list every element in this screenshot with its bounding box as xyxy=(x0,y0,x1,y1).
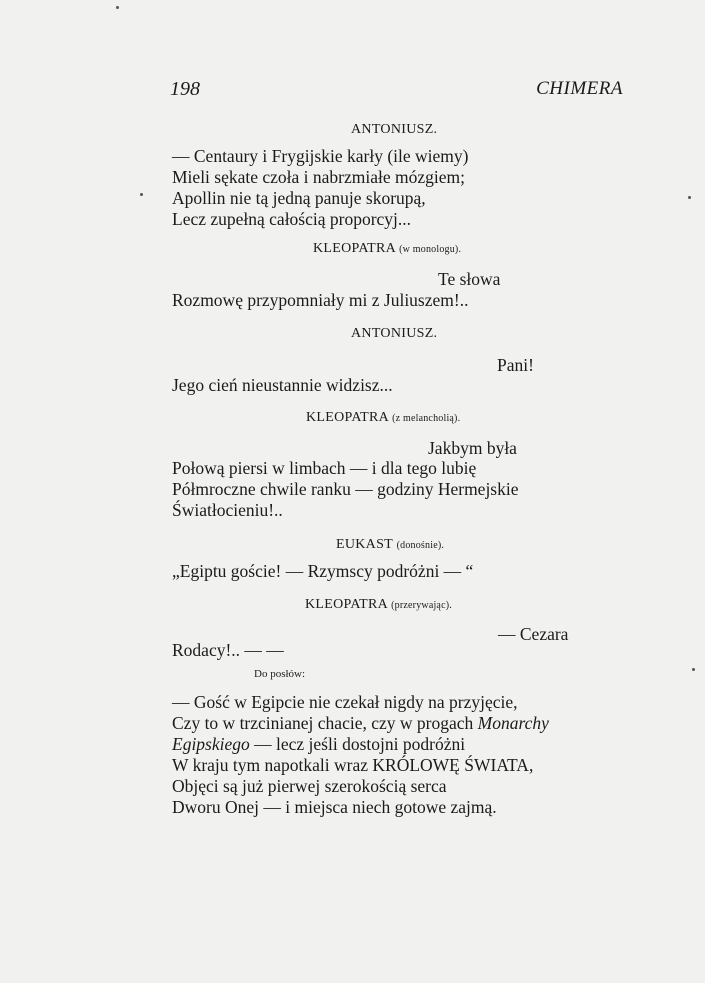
verse-block xyxy=(172,290,592,311)
verse-block xyxy=(172,640,592,661)
verse-text: Czy to w trzcinianej chacie, czy w progach xyxy=(172,713,478,733)
verse-line: Rozmowę przypomniały mi z Juliuszem!.. xyxy=(172,290,469,310)
speaker-heading: ANTONIUSZ. xyxy=(351,122,438,137)
verse-block xyxy=(172,146,592,230)
speaker-heading xyxy=(306,410,460,426)
verse-line: Dworu Onej — i miejsca niech gotowe zajmą. xyxy=(172,797,497,817)
stage-direction: (donośnie). xyxy=(396,540,445,551)
stage-direction: (przerywając). xyxy=(391,600,452,611)
stage-note: Do posłów: xyxy=(254,668,306,680)
verse-line: Połową piersi w limbach — i dla tego lubię xyxy=(172,458,477,478)
verse-line: Lecz zupełną całością proporcyj... xyxy=(172,209,412,229)
verse-line: — Gość w Egipcie nie czekał nigdy na przyjęcie, xyxy=(172,692,518,712)
paper-speck xyxy=(688,196,691,199)
verse-line xyxy=(172,713,592,734)
speaker-name: KLEOPATRA xyxy=(313,241,396,256)
speaker-name: KLEOPATRA xyxy=(305,597,388,612)
italic-text: Monarchy xyxy=(477,713,549,733)
verse-line: Jego cień nieustannie widzisz... xyxy=(172,375,393,395)
verse-line: — Centaury i Frygijskie karły (ile wiemy) xyxy=(172,146,469,166)
italic-text: Egipskiego xyxy=(172,734,250,754)
verse-line: Światłocieniu!.. xyxy=(172,500,283,520)
speaker-heading xyxy=(336,537,444,553)
verse-line: — Cezara xyxy=(498,624,569,644)
verse-block xyxy=(172,561,592,582)
speaker-heading xyxy=(313,241,461,257)
verse-line: Półmroczne chwile ranku — godziny Hermejskie xyxy=(172,479,519,499)
verse-line: Apollin nie tą jedną panuje skorupą, xyxy=(172,188,426,208)
verse-line: Rodacy!.. — — xyxy=(172,640,284,660)
verse-text: — lecz jeśli dostojni podróżni xyxy=(249,734,466,754)
running-title: CHIMERA xyxy=(536,78,623,99)
verse-line: Te słowa xyxy=(438,269,501,289)
verse-line: W kraju tym napotkali wraz KRÓLOWĘ ŚWIATA, xyxy=(172,755,534,775)
verse-block xyxy=(172,692,592,818)
verse-line: Objęci są już pierwej szerokością serca xyxy=(172,776,447,796)
paper-speck xyxy=(140,193,143,196)
speaker-heading xyxy=(305,597,452,613)
paper-speck xyxy=(116,6,119,9)
verse-line: „Egiptu goście! — Rzymscy podróżni — “ xyxy=(172,561,474,581)
speaker-heading: ANTONIUSZ. xyxy=(351,326,438,341)
speaker-name: KLEOPATRA xyxy=(306,410,389,425)
speaker-name: EUKAST xyxy=(336,537,393,552)
verse-line xyxy=(172,734,592,755)
verse-line: Jakbym była xyxy=(428,438,517,458)
verse-block xyxy=(172,375,592,396)
paper-speck xyxy=(692,668,695,671)
stage-direction: (z melancholią). xyxy=(392,413,461,424)
verse-line: Pani! xyxy=(497,355,534,375)
verse-line: Mieli sękate czoła i nabrzmiałe mózgiem; xyxy=(172,167,466,187)
stage-direction: (w monologu). xyxy=(399,244,462,255)
verse-block xyxy=(172,458,592,521)
page-number: 198 xyxy=(170,78,200,100)
